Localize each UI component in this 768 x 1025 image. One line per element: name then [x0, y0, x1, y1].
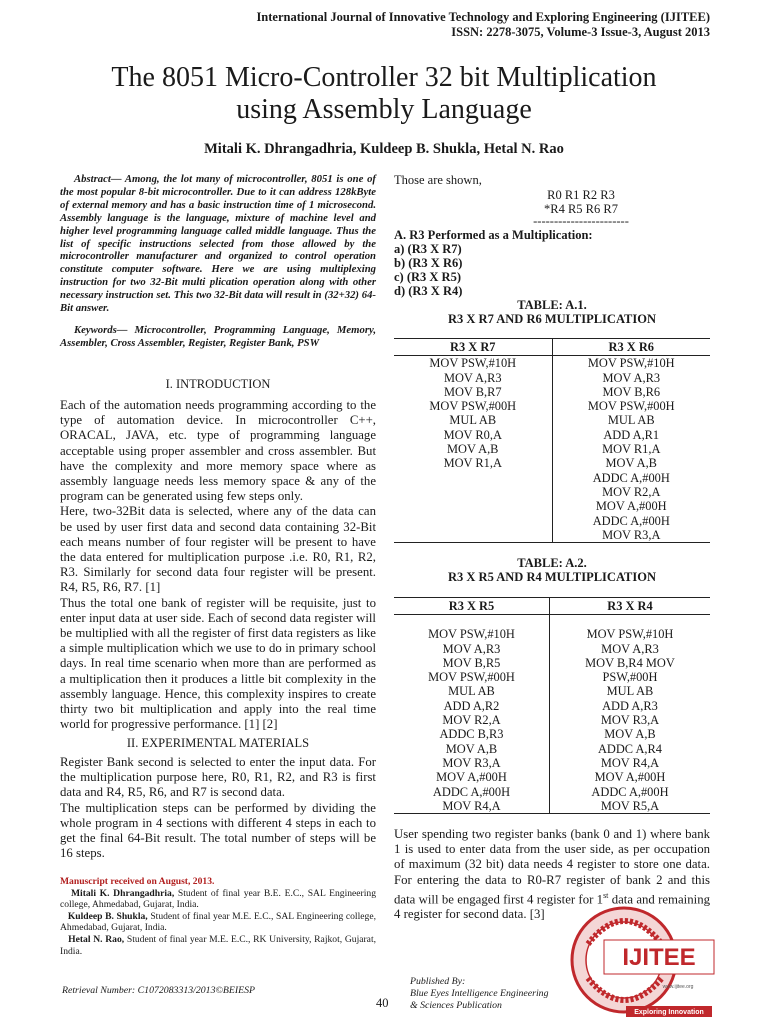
logo-url: www.ijitee.org	[662, 984, 694, 990]
code-line: MOV R4,A	[442, 798, 501, 813]
code-line: ADDC A,R4	[597, 741, 662, 756]
code-line: ADDC A,#00H	[591, 784, 669, 799]
register-banks-paragraph: User spending two register banks (bank 0 and 1) where bank 1 is used to enter data from the user side, as per occupation of maximum (32 bit) data needs 4 register to store one data. For entering the data to R0-R7 register of bank 2 and this data will be engaged first 4 register for 1st data and remaining 4 register for second data. [3]	[394, 827, 710, 922]
title-line-2: using Assembly Language	[236, 94, 532, 125]
table-a2-header-1: R3 X R5	[394, 598, 549, 615]
publisher-info: Published By: Blue Eyes Intelligence Engineering & Sciences Publication	[410, 976, 549, 1011]
code-line: PSW,#00H	[602, 670, 658, 685]
code-line: MOV A,#00H	[595, 499, 667, 514]
code-line: MOV R3,A	[602, 527, 661, 542]
list-item: a) (R3 X R7)	[394, 242, 462, 256]
manuscript-received: Manuscript received on August, 2013.	[60, 876, 215, 887]
table-a2-column-1	[394, 615, 549, 814]
code-line: MOV PSW,#00H	[587, 399, 675, 414]
code-line: ADDC A,#00H	[592, 513, 670, 528]
code-line: MOV B,R7	[443, 384, 502, 399]
code-line: MOV B,R5	[442, 655, 501, 670]
code-line: ADD A,R1	[603, 427, 660, 442]
table-a2-column-2	[549, 615, 710, 814]
table-a1	[394, 338, 710, 543]
table-a1-column-2	[552, 356, 710, 543]
table-a2-header-2: R3 X R4	[549, 598, 710, 615]
code-line: MOV PSW,#00H	[429, 399, 517, 414]
retrieval-number: Retrieval Number: C1072083313/2013©BEIESP	[62, 985, 256, 996]
section-heading-materials: II. EXPERIMENTAL MATERIALS	[126, 736, 310, 750]
subsection-a: A. R3 Performed as a Multiplication:	[394, 228, 593, 242]
those-shown: Those are shown,	[394, 173, 482, 187]
divider-dashes: -----------------------	[533, 214, 629, 228]
table-a2-label: TABLE: A.2.	[517, 556, 587, 570]
register-list-1: R0 R1 R2 R3	[547, 188, 615, 202]
paper-title	[40, 62, 728, 126]
code-line: MOV A,B	[445, 741, 498, 756]
table-a2	[394, 597, 710, 814]
table-a1-column-1	[394, 356, 552, 543]
logo-text: IJITEE	[622, 944, 696, 971]
intro-paragraph-1: Each of the automation needs programming according to the type of automation device. In microcontroller C++, ORACAL, JAVA, etc. type of programming language acceptable using proper assembler and cross assembler. But have the complexity and more memory space where as assembly language needs less memory space & any of the program can be generated using few steps only.	[60, 398, 376, 504]
code-line: MOV A,R3	[601, 641, 659, 656]
author-note-2: Kuldeep B. Shukla, Student of final year M.E. E.C., SAL Engineering college, Ahmedabad, Gujarat, India.	[60, 910, 376, 934]
code-line: ADD A,R3	[602, 698, 658, 713]
list-item: d) (R3 X R4)	[394, 284, 463, 298]
table-a2-caption: R3 X R5 AND R4 MULTIPLICATION	[447, 570, 656, 584]
table-a1-header-2: R3 X R6	[552, 339, 710, 356]
register-list-2: *R4 R5 R6 R7	[544, 202, 618, 216]
logo-tagline: Exploring Innovation	[634, 1009, 704, 1016]
materials-body	[60, 755, 376, 861]
code-line: MOV R0,A	[443, 427, 502, 442]
materials-paragraph-1: Register Bank second is selected to enter the input data. For the multiplication purpose here, R0, R1, R2, and R3 is first data and R4, R5, R6, and R7 is second data.	[60, 755, 376, 800]
keywords: Keywords— Microcontroller, Programming Language, Memory, Assembler, Cross Assembler, Register, Register Bank, PSW	[60, 324, 376, 349]
code-line: MOV R4,A	[600, 755, 660, 770]
section-heading-introduction: I. INTRODUCTION	[165, 377, 271, 391]
code-line: MOV A,R3	[602, 370, 661, 385]
table-a1-caption: R3 X R7 AND R6 MULTIPLICATION	[447, 312, 656, 326]
materials-paragraph-2: The multiplication steps can be performed by dividing the whole program in 4 sections with different 4 steps in each to get the final 64-Bit result. The total number of steps will be 16 steps.	[60, 800, 376, 861]
code-line: MOV B,R4 MOV	[585, 655, 675, 670]
code-line: MOV PSW,#10H	[429, 356, 517, 371]
code-line: MOV R1,A	[602, 442, 661, 457]
code-line: MOV A,#00H	[594, 770, 666, 785]
list-item: c) (R3 X R5)	[394, 270, 461, 284]
code-line: MUL AB	[606, 684, 654, 699]
code-line: MOV R3,A	[442, 755, 501, 770]
author-note-1: Mitali K. Dhrangadhria, Student of final year B.E. E.C., SAL Engineering college, Ahmedabad, Gujarat, India.	[60, 887, 376, 911]
ijitee-logo	[566, 904, 716, 1020]
abstract: Abstract— Among, the lot many of microcontroller, 8051 is one of the most popular 8-bit microcontroller. Due to it can address 128kByte of external memory and has a basic instruction time of 1 microsecond. Assembly language is the language, mixture of machine level and higher level programming language called middle language. Thus the list of specific instructions selected from those allowed by the microcontroller manufacturer and organized to control operation constitute computer software. Here we are using multiplexing instruction for two 32-Bit multi plication operation along with other necessary instruction set. This two 32-Bit data will result in (32+32) 64-Bit answer.	[60, 173, 376, 315]
title-line-1: The 8051 Micro-Controller 32 bit Multiplication	[111, 62, 657, 93]
code-line: MOV A,B	[604, 727, 656, 742]
code-line: MOV PSW,#10H	[586, 627, 674, 642]
journal-header: International Journal of Innovative Technology and Exploring Engineering (IJITEE)	[256, 10, 710, 24]
code-line: MUL AB	[448, 684, 495, 699]
code-line: ADDC B,R3	[439, 727, 504, 742]
code-line: MOV A,#00H	[436, 770, 507, 785]
page-number: 40	[376, 996, 389, 1010]
code-line: MOV PSW,#10H	[428, 627, 515, 642]
intro-paragraph-3: Thus the total one bank of register will be requisite, just to enter input data at user side. Each of second data register will be multiplied with all the register of first data registers as like a simple multiplication which we use to do in primary school days. In real time scenario when more than are performed as a multiplication then it produces a little bit complexity in the assembly language. Hence, this complexity inspires to create thirty two bit multiplication and apply into the real time world for progressive performance. [1] [2]	[60, 595, 376, 732]
code-line: MOV A,B	[605, 456, 657, 471]
code-line: MOV PSW,#10H	[587, 356, 675, 371]
table-a1-header-1: R3 X R7	[394, 339, 552, 356]
intro-paragraph-2: Here, two-32Bit data is selected, where any of the data can be used by user first data and second data containing 32-Bit each means number of four register will be present to have the data entered for multiplication purpose .i.e. R0, R1, R2, R3. Similarly for second data four register will be present. R4, R5, R6, R7. [1]	[60, 504, 376, 595]
code-line: MOV PSW,#00H	[428, 670, 515, 685]
code-line: MUL AB	[607, 413, 655, 428]
author-note-3: Hetal N. Rao, Student of final year M.E. E.C., RK University, Rajkot, Gujarat, India.	[60, 933, 377, 957]
code-line: ADDC A,#00H	[432, 784, 511, 799]
code-line: MOV R2,A	[602, 484, 661, 499]
code-line: ADD A,R2	[443, 698, 500, 713]
list-item: b) (R3 X R6)	[394, 256, 463, 270]
code-line: MOV A,B	[447, 442, 499, 457]
author-notes	[60, 876, 376, 957]
introduction-body	[60, 398, 376, 732]
logo-seal-icon	[566, 904, 716, 1020]
code-line: MUL AB	[449, 413, 497, 428]
code-line: MOV R1,A	[443, 456, 502, 471]
code-line: MOV B,R6	[602, 384, 661, 399]
code-line: MOV R5,A	[600, 798, 660, 813]
table-a1-label: TABLE: A.1.	[517, 298, 587, 312]
code-line: MOV R3,A	[600, 713, 660, 728]
code-line: MOV A,R3	[443, 370, 502, 385]
issn-header: ISSN: 2278-3075, Volume-3 Issue-3, August 2013	[451, 25, 710, 39]
authors: Mitali K. Dhrangadhria, Kuldeep B. Shukla, Hetal N. Rao	[204, 141, 564, 157]
code-line: MOV A,R3	[442, 641, 501, 656]
code-line: MOV R2,A	[442, 713, 501, 728]
code-line: ADDC A,#00H	[592, 470, 670, 485]
